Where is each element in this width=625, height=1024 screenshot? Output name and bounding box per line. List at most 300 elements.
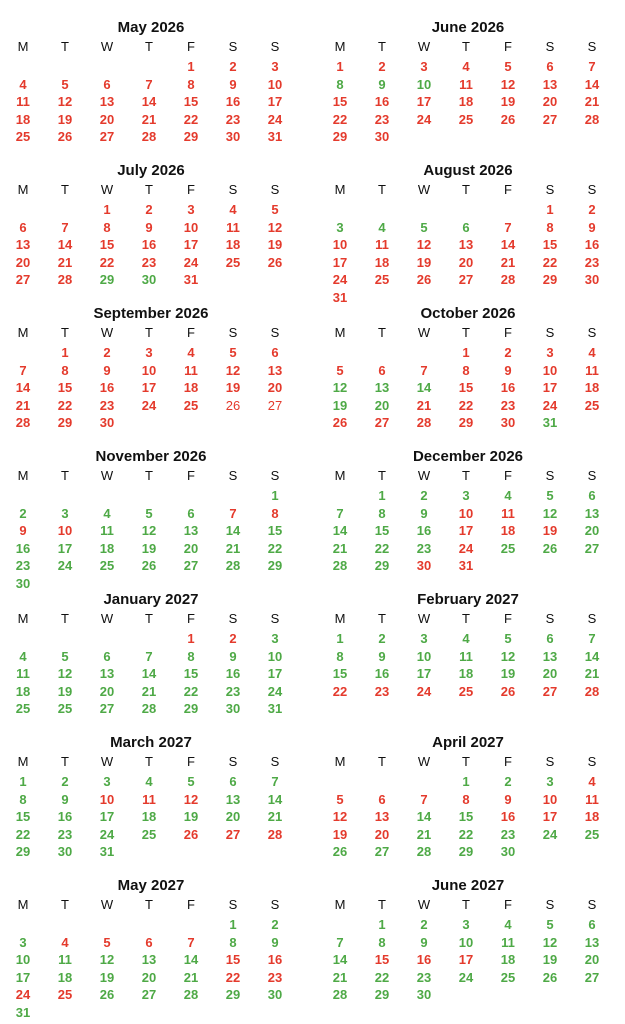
day-cell: 6 — [546, 59, 554, 74]
day-cell: 2 — [378, 59, 386, 74]
day-cell: 6 — [588, 917, 596, 932]
day-cell: 25 — [57, 987, 73, 1003]
day-cell: 3 — [462, 488, 470, 503]
day-cell: 7 — [187, 934, 195, 950]
month-title: February 2027 — [417, 591, 519, 608]
day-cell: 28 — [57, 272, 73, 288]
day-cell: 30 — [374, 129, 390, 145]
day-cell: 18 — [458, 666, 474, 682]
day-cell: 15 — [374, 952, 390, 968]
day-cell: 30 — [500, 844, 516, 860]
day-cell: 27 — [374, 844, 390, 860]
weekday-label: S — [587, 325, 597, 340]
day-cell: 23 — [500, 826, 516, 842]
day-cell: 3 — [271, 59, 279, 74]
day-cell: 20 — [267, 380, 283, 396]
day-cell: 17 — [416, 94, 432, 110]
weekday-label: T — [462, 611, 470, 626]
day-cell: 29 — [99, 272, 115, 288]
day-cell: 11 — [501, 505, 515, 521]
weekday-label: T — [61, 754, 69, 769]
day-cell: 7 — [504, 219, 512, 235]
day-cell: 28 — [332, 987, 348, 1003]
day-cell: 15 — [57, 380, 73, 396]
day-cell: 3 — [462, 917, 470, 932]
weekday-label: W — [100, 611, 114, 626]
day-cell: 10 — [458, 505, 474, 521]
day-cell: 14 — [416, 380, 432, 396]
day-cell: 14 — [57, 237, 73, 253]
month-title: August 2026 — [423, 162, 513, 179]
weekday-label: T — [61, 39, 69, 54]
weekday-label: W — [417, 39, 431, 54]
day-cell: 30 — [57, 844, 73, 860]
day-cell: 13 — [374, 809, 390, 825]
weekday-label: S — [228, 468, 238, 483]
day-cell: 20 — [99, 111, 115, 127]
day-cell: 10 — [57, 523, 73, 539]
weekday-label: W — [100, 754, 114, 769]
day-cell: 8 — [229, 934, 237, 950]
day-cell: 5 — [504, 59, 512, 74]
day-cell: 20 — [458, 254, 474, 270]
weekday-label: F — [504, 39, 512, 54]
weekday-label: S — [228, 611, 238, 626]
weekday-label: S — [587, 468, 597, 483]
day-cell: 20 — [374, 397, 390, 413]
month-title: September 2026 — [93, 305, 209, 322]
weekday-label: W — [417, 325, 431, 340]
day-cell: 22 — [332, 111, 348, 127]
day-cell: 4 — [61, 934, 69, 950]
day-cell: 11 — [100, 523, 114, 539]
day-cell: 14 — [332, 952, 348, 968]
day-cell: 2 — [504, 774, 512, 789]
day-cell: 25 — [15, 701, 31, 717]
day-cell: 14 — [183, 952, 199, 968]
weekday-label: T — [61, 182, 69, 197]
day-cell: 6 — [271, 345, 279, 360]
day-cell: 20 — [183, 540, 199, 556]
weekday-label: T — [462, 325, 470, 340]
weekday-label: S — [545, 897, 555, 912]
day-cell: 14 — [225, 523, 241, 539]
day-cell: 20 — [542, 666, 558, 682]
month-title: June 2027 — [431, 877, 505, 894]
weekday-label: S — [545, 39, 555, 54]
weekday-label: T — [145, 897, 153, 912]
day-cell: 29 — [267, 558, 283, 574]
day-cell: 12 — [500, 648, 516, 664]
day-cell: 25 — [141, 826, 157, 842]
weekday-label: F — [187, 468, 195, 483]
day-cell: 23 — [57, 826, 73, 842]
day-cell: 25 — [584, 826, 600, 842]
weekday-label: M — [17, 611, 29, 626]
day-cell: 13 — [141, 952, 157, 968]
day-cell: 24 — [332, 272, 348, 288]
day-cell: 10 — [542, 791, 558, 807]
day-cell: 1 — [336, 59, 344, 74]
day-cell: 26 — [332, 844, 348, 860]
weekday-label: F — [504, 325, 512, 340]
day-cell: 11 — [585, 362, 599, 378]
weekday-label: M — [17, 39, 29, 54]
day-cell: 7 — [336, 505, 344, 521]
weekday-label: W — [100, 468, 114, 483]
day-cell: 20 — [99, 683, 115, 699]
weekday-label: S — [587, 611, 597, 626]
day-cell: 27 — [584, 540, 600, 556]
day-cell: 1 — [271, 488, 279, 503]
day-cell: 9 — [504, 362, 512, 378]
day-cell: 16 — [225, 666, 241, 682]
day-cell: 8 — [378, 505, 386, 521]
day-cell: 13 — [225, 791, 241, 807]
day-cell: 8 — [271, 505, 279, 521]
weekday-label: T — [61, 468, 69, 483]
day-cell: 26 — [57, 129, 73, 145]
day-cell: 24 — [141, 397, 157, 413]
day-cell: 4 — [187, 345, 195, 360]
day-cell: 25 — [225, 254, 241, 270]
day-cell: 13 — [542, 648, 558, 664]
day-cell: 11 — [585, 791, 599, 807]
day-cell: 19 — [332, 826, 348, 842]
day-cell: 9 — [271, 934, 279, 950]
day-cell: 22 — [183, 111, 199, 127]
day-cell: 17 — [183, 237, 199, 253]
day-cell: 19 — [542, 952, 558, 968]
day-cell: 28 — [141, 129, 157, 145]
day-cell: 24 — [416, 111, 432, 127]
day-cell: 22 — [458, 397, 474, 413]
day-cell: 24 — [267, 683, 283, 699]
day-cell: 28 — [584, 683, 600, 699]
day-cell: 2 — [229, 631, 237, 646]
weekday-label: M — [334, 39, 346, 54]
weekday-label: T — [145, 468, 153, 483]
day-cell: 4 — [229, 202, 237, 217]
day-cell: 17 — [57, 540, 73, 556]
day-cell: 17 — [267, 94, 283, 110]
day-cell: 4 — [19, 648, 27, 664]
day-cell: 27 — [584, 969, 600, 985]
weekday-label: T — [61, 325, 69, 340]
day-cell: 25 — [500, 540, 516, 556]
day-cell: 5 — [336, 791, 344, 807]
month-title: November 2026 — [95, 448, 207, 465]
day-cell: 29 — [225, 987, 241, 1003]
weekday-label: F — [187, 611, 195, 626]
day-cell: 23 — [267, 969, 283, 985]
day-cell: 12 — [542, 505, 558, 521]
day-cell: 28 — [416, 844, 432, 860]
weekday-label: S — [270, 325, 280, 340]
day-cell: 27 — [542, 683, 558, 699]
weekday-label: F — [187, 754, 195, 769]
weekday-label: F — [504, 611, 512, 626]
day-cell: 17 — [99, 809, 115, 825]
day-cell: 5 — [61, 76, 69, 92]
day-cell: 15 — [542, 237, 558, 253]
day-cell: 18 — [15, 683, 31, 699]
day-cell: 23 — [500, 397, 516, 413]
day-cell: 10 — [15, 952, 31, 968]
day-cell: 7 — [145, 76, 153, 92]
weekday-label: F — [187, 182, 195, 197]
day-cell: 23 — [374, 683, 390, 699]
weekday-label: S — [228, 754, 238, 769]
day-cell: 21 — [267, 809, 283, 825]
day-cell: 18 — [99, 540, 115, 556]
day-cell: 28 — [141, 701, 157, 717]
day-cell: 30 — [267, 987, 283, 1003]
day-cell: 29 — [183, 129, 199, 145]
day-cell: 16 — [225, 94, 241, 110]
day-cell: 19 — [416, 254, 432, 270]
day-cell: 31 — [542, 415, 558, 431]
day-cell: 21 — [332, 540, 348, 556]
day-cell: 18 — [500, 523, 516, 539]
day-cell: 2 — [271, 917, 279, 932]
day-cell: 9 — [229, 648, 237, 664]
day-cell: 15 — [332, 666, 348, 682]
weekday-label: M — [334, 897, 346, 912]
day-cell: 4 — [462, 59, 470, 74]
day-cell: 5 — [546, 488, 554, 503]
weekday-label: M — [17, 468, 29, 483]
day-cell: 19 — [500, 94, 516, 110]
weekday-label: T — [145, 182, 153, 197]
day-cell: 1 — [229, 917, 237, 932]
day-cell: 18 — [500, 952, 516, 968]
day-cell: 11 — [184, 362, 198, 378]
day-cell: 1 — [546, 202, 554, 217]
day-cell: 27 — [99, 701, 115, 717]
day-cell: 9 — [61, 791, 69, 807]
day-cell: 3 — [546, 774, 554, 789]
day-cell: 8 — [103, 219, 111, 235]
day-cell: 17 — [542, 380, 558, 396]
day-cell: 8 — [462, 362, 470, 378]
day-cell: 16 — [500, 809, 516, 825]
month-title: May 2027 — [117, 877, 185, 894]
day-cell: 11 — [459, 648, 473, 664]
day-cell: 1 — [378, 917, 386, 932]
month-title: December 2026 — [412, 448, 524, 465]
weekday-label: T — [378, 325, 386, 340]
day-cell: 14 — [332, 523, 348, 539]
weekday-label: T — [378, 182, 386, 197]
weekday-label: S — [545, 468, 555, 483]
day-cell: 26 — [332, 415, 348, 431]
day-cell: 19 — [57, 683, 73, 699]
day-cell: 24 — [458, 969, 474, 985]
day-cell: 19 — [542, 523, 558, 539]
day-cell: 2 — [103, 345, 111, 360]
day-cell: 24 — [267, 111, 283, 127]
day-cell: 19 — [99, 969, 115, 985]
day-cell: 13 — [99, 666, 115, 682]
day-cell: 21 — [57, 254, 73, 270]
weekday-label: T — [462, 897, 470, 912]
weekday-label: S — [545, 754, 555, 769]
day-cell: 27 — [267, 397, 283, 413]
day-cell: 28 — [584, 111, 600, 127]
day-cell: 14 — [584, 76, 600, 92]
day-cell: 20 — [584, 952, 600, 968]
day-cell: 10 — [458, 934, 474, 950]
day-cell: 26 — [141, 558, 157, 574]
weekday-label: S — [270, 182, 280, 197]
day-cell: 15 — [267, 523, 283, 539]
day-cell: 21 — [584, 666, 600, 682]
day-cell: 16 — [99, 380, 115, 396]
day-cell: 24 — [458, 540, 474, 556]
day-cell: 22 — [542, 254, 558, 270]
day-cell: 11 — [142, 791, 156, 807]
day-cell: 25 — [57, 701, 73, 717]
day-cell: 9 — [588, 219, 596, 235]
day-cell: 3 — [61, 505, 69, 521]
day-cell: 27 — [225, 826, 241, 842]
day-cell: 22 — [374, 969, 390, 985]
day-cell: 18 — [141, 809, 157, 825]
day-cell: 10 — [141, 362, 157, 378]
day-cell: 28 — [225, 558, 241, 574]
day-cell: 10 — [99, 791, 115, 807]
day-cell: 21 — [141, 111, 157, 127]
day-cell: 29 — [15, 844, 31, 860]
day-cell: 31 — [99, 844, 115, 860]
day-cell: 30 — [225, 129, 241, 145]
day-cell: 1 — [187, 59, 195, 74]
day-cell: 6 — [103, 76, 111, 92]
day-cell: 7 — [19, 362, 27, 378]
day-cell: 11 — [375, 237, 389, 253]
day-cell: 8 — [61, 362, 69, 378]
day-cell: 29 — [458, 844, 474, 860]
day-cell: 11 — [58, 952, 72, 968]
day-cell: 3 — [420, 59, 428, 74]
day-cell: 13 — [542, 76, 558, 92]
day-cell: 30 — [416, 987, 432, 1003]
day-cell: 9 — [103, 362, 111, 378]
weekday-label: T — [378, 754, 386, 769]
month-title: June 2026 — [431, 19, 505, 36]
day-cell: 19 — [141, 540, 157, 556]
day-cell: 13 — [15, 237, 31, 253]
day-cell: 18 — [584, 809, 600, 825]
day-cell: 13 — [374, 380, 390, 396]
day-cell: 10 — [542, 362, 558, 378]
day-cell: 6 — [378, 362, 386, 378]
day-cell: 3 — [336, 219, 344, 235]
weekday-label: F — [504, 182, 512, 197]
day-cell: 19 — [225, 380, 241, 396]
day-cell: 6 — [187, 505, 195, 521]
day-cell: 20 — [374, 826, 390, 842]
day-cell: 30 — [416, 558, 432, 574]
day-cell: 25 — [374, 272, 390, 288]
day-cell: 16 — [15, 540, 31, 556]
weekday-label: S — [270, 611, 280, 626]
day-cell: 23 — [416, 969, 432, 985]
day-cell: 15 — [15, 809, 31, 825]
weekday-label: W — [417, 897, 431, 912]
day-cell: 1 — [378, 488, 386, 503]
month-title: May 2026 — [117, 19, 185, 36]
day-cell: 4 — [462, 631, 470, 646]
day-cell: 15 — [183, 94, 199, 110]
day-cell: 15 — [183, 666, 199, 682]
day-cell: 29 — [374, 987, 390, 1003]
weekday-label: S — [587, 182, 597, 197]
day-cell: 1 — [187, 631, 195, 646]
weekday-label: T — [462, 754, 470, 769]
day-cell: 2 — [420, 488, 428, 503]
day-cell: 13 — [183, 523, 199, 539]
day-cell: 12 — [99, 952, 115, 968]
day-cell: 31 — [332, 290, 348, 305]
day-cell: 2 — [378, 631, 386, 646]
weekday-label: M — [334, 611, 346, 626]
weekday-label: T — [61, 897, 69, 912]
day-cell: 20 — [542, 94, 558, 110]
day-cell: 17 — [542, 809, 558, 825]
day-cell: 1 — [19, 774, 27, 789]
day-cell: 5 — [420, 219, 428, 235]
weekday-label: F — [187, 39, 195, 54]
day-cell: 18 — [15, 111, 31, 127]
day-cell: 25 — [15, 129, 31, 145]
day-cell: 26 — [267, 254, 283, 270]
weekday-label: M — [334, 325, 346, 340]
day-cell: 10 — [183, 219, 199, 235]
weekday-label: T — [145, 754, 153, 769]
weekday-label: S — [228, 182, 238, 197]
day-cell: 22 — [225, 969, 241, 985]
weekday-label: S — [587, 39, 597, 54]
day-cell: 27 — [374, 415, 390, 431]
day-cell: 2 — [588, 202, 596, 217]
day-cell: 21 — [584, 94, 600, 110]
day-cell: 20 — [15, 254, 31, 270]
day-cell: 24 — [99, 826, 115, 842]
day-cell: 30 — [141, 272, 157, 288]
day-cell: 30 — [584, 272, 600, 288]
day-cell: 1 — [103, 202, 111, 217]
weekday-label: F — [504, 754, 512, 769]
day-cell: 29 — [458, 415, 474, 431]
day-cell: 2 — [61, 774, 69, 789]
weekday-label: S — [270, 754, 280, 769]
day-cell: 1 — [336, 631, 344, 646]
month-title: July 2026 — [117, 162, 185, 179]
weekday-label: M — [17, 754, 29, 769]
day-cell: 29 — [374, 558, 390, 574]
day-cell: 15 — [458, 809, 474, 825]
weekday-label: T — [378, 468, 386, 483]
day-cell: 2 — [145, 202, 153, 217]
day-cell: 5 — [229, 345, 237, 360]
day-cell: 19 — [183, 809, 199, 825]
day-cell: 5 — [61, 648, 69, 664]
weekday-label: S — [228, 325, 238, 340]
day-cell: 10 — [267, 648, 283, 664]
day-cell: 30 — [500, 415, 516, 431]
